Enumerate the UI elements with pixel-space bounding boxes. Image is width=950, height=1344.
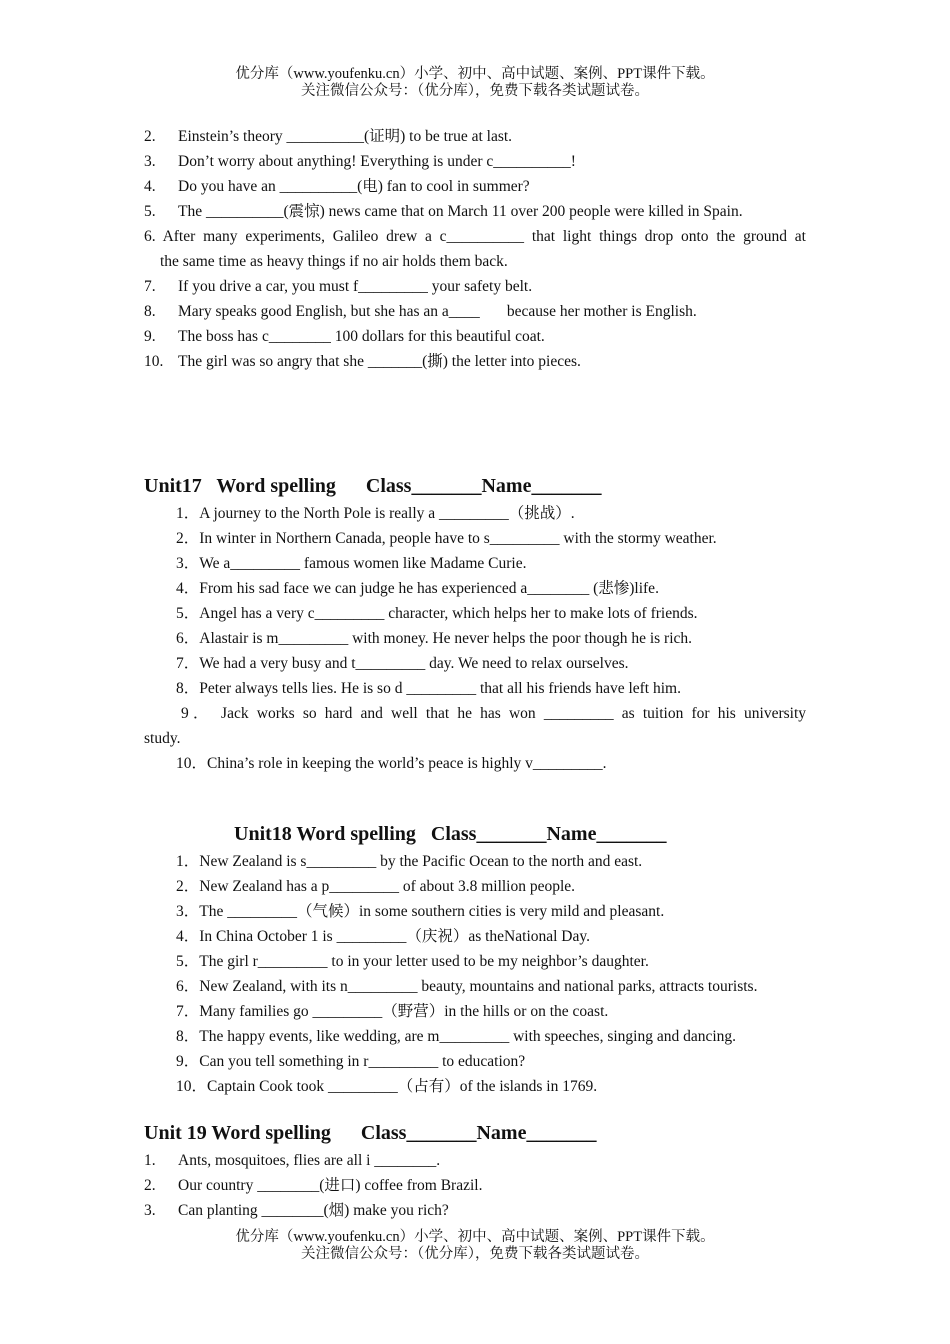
item-text: From his sad face we can judge he has experienced a________ (悲惨)life. — [199, 580, 659, 597]
item-text: The happy events, like wedding, are m_________ with speeches, singing and dancing. — [199, 1028, 737, 1045]
item-number: 10． — [176, 1078, 208, 1095]
list-item-continuation: study. — [144, 730, 181, 747]
list-item — [144, 874, 806, 899]
list-item — [144, 274, 806, 299]
list-item — [144, 601, 806, 626]
item-text: If you drive a car, you must f_________ your safety belt. — [178, 278, 533, 295]
list-item — [144, 526, 806, 551]
item-number: 9． — [176, 1053, 200, 1070]
unit17-section — [144, 471, 806, 776]
list-item — [144, 899, 806, 924]
item-text: We had a very busy and t_________ day. We need to relax ourselves. — [199, 655, 629, 672]
item-text: Don’t worry about anything! Everything is under c__________! — [178, 153, 576, 170]
item-text: A journey to the North Pole is really a _________（挑战）. — [199, 505, 575, 522]
list-item — [144, 324, 806, 349]
list-item — [144, 974, 806, 999]
header-line-2: 关注微信公众号：（优分库），免费下载各类试题试卷。 — [301, 83, 649, 99]
list-item — [144, 999, 806, 1024]
list-item — [144, 924, 806, 949]
item-text: Our country ________(进口) coffee from Brazil. — [178, 1177, 483, 1194]
unit19-section — [144, 1118, 806, 1223]
item-number: 1． — [176, 853, 200, 870]
item-number: 6． — [176, 630, 200, 647]
footer-line-1: 优分库（www.youfenku.cn）小学、初中、高中试题、案例、PPT课件下载。 — [235, 1229, 715, 1245]
item-text: In winter in Northern Canada, people have to s_________ with the stormy weather. — [199, 530, 717, 547]
section-title: Unit17 Word spelling Class_______Name_______ — [144, 475, 602, 497]
item-number: 5． — [176, 605, 200, 622]
item-text: Can planting ________(烟) make you rich? — [178, 1202, 449, 1219]
unit16-section — [144, 124, 806, 374]
item-text: In China October 1 is _________（庆祝）as theNational Day. — [199, 928, 590, 945]
header-line-1: 优分库（www.youfenku.cn）小学、初中、高中试题、案例、PPT课件下载。 — [235, 66, 715, 82]
item-number: 2． — [176, 878, 200, 895]
item-number: 3. — [144, 153, 156, 170]
list-item — [144, 651, 806, 676]
list-item — [144, 1049, 806, 1074]
list-item — [144, 751, 806, 776]
list-item — [144, 1173, 806, 1198]
item-number: 1. — [144, 1152, 156, 1169]
item-number: 7. — [144, 278, 156, 295]
item-number: 2． — [176, 530, 200, 547]
item-number: 1． — [176, 505, 200, 522]
item-number: 7． — [176, 1003, 200, 1020]
footer-line-2: 关注微信公众号：（优分库），免费下载各类试题试卷。 — [301, 1246, 649, 1262]
list-item — [144, 626, 806, 651]
list-item — [144, 701, 806, 726]
item-number: 4． — [176, 580, 200, 597]
list-item — [144, 676, 806, 701]
item-number: 8． — [176, 680, 200, 697]
item-text: New Zealand, with its n_________ beauty, mountains and national parks, attracts tourists. — [199, 978, 758, 995]
list-item — [144, 551, 806, 576]
list-item — [144, 124, 806, 149]
unit18-section — [144, 819, 806, 1099]
list-item — [144, 501, 806, 526]
item-number: 6. — [144, 228, 156, 245]
item-text: The girl r_________ to in your letter used to be my neighbor’s daughter. — [199, 953, 649, 970]
list-item — [144, 174, 806, 199]
item-text: China’s role in keeping the world’s peace is highly v_________. — [207, 755, 607, 772]
item-number: 8. — [144, 303, 156, 320]
item-number: 3. — [144, 1202, 156, 1219]
item-number: 9． — [181, 705, 213, 722]
item-number: 10. — [144, 353, 164, 370]
item-number: 8． — [176, 1028, 200, 1045]
page-footer — [0, 1229, 950, 1263]
list-item — [144, 949, 806, 974]
list-item — [144, 224, 806, 249]
list-item — [144, 849, 806, 874]
item-text: We a_________ famous women like Madame Curie. — [199, 555, 527, 572]
item-number: 5． — [176, 953, 200, 970]
list-item — [144, 349, 806, 374]
list-item — [144, 299, 806, 324]
item-number: 2. — [144, 128, 156, 145]
item-text: The boss has c________ 100 dollars for this beautiful coat. — [178, 328, 545, 345]
item-text: Alastair is m_________ with money. He never helps the poor though he is rich. — [199, 630, 693, 647]
item-text: After many experiments, Galileo drew a c__________ that light things drop onto the ground at — [162, 228, 806, 245]
item-text: The girl was so angry that she _______(撕) the letter into pieces. — [178, 353, 581, 370]
item-number: 4． — [176, 928, 200, 945]
item-text: Einstein’s theory __________(证明) to be true at last. — [178, 128, 513, 145]
list-item — [144, 1198, 806, 1223]
item-text: New Zealand has a p_________ of about 3.8 million people. — [199, 878, 576, 895]
list-item — [144, 1148, 806, 1173]
item-number: 2. — [144, 1177, 156, 1194]
list-item — [144, 1074, 806, 1099]
section-title: Unit18 Word spelling Class_______Name_______ — [234, 823, 667, 845]
item-text: New Zealand is s_________ by the Pacific Ocean to the north and east. — [199, 853, 643, 870]
item-text: Mary speaks good English, but she has an a____ because her mother is English. — [178, 303, 697, 320]
item-number: 6． — [176, 978, 200, 995]
item-text: Angel has a very c_________ character, which helps her to make lots of friends. — [199, 605, 698, 622]
item-text: Peter always tells lies. He is so d _________ that all his friends have left him. — [199, 680, 681, 697]
item-number: 7． — [176, 655, 200, 672]
list-item — [144, 576, 806, 601]
item-text: Captain Cook took _________（占有）of the islands in 1769. — [207, 1078, 598, 1095]
item-number: 3． — [176, 903, 200, 920]
item-text: Can you tell something in r_________ to education? — [199, 1053, 526, 1070]
page-header — [0, 66, 950, 100]
item-text: Jack works so hard and well that he has won _________ as tuition for his university — [221, 705, 806, 722]
list-item-continuation: the same time as heavy things if no air holds them back. — [160, 253, 508, 270]
item-text: Ants, mosquitoes, flies are all i ________. — [178, 1152, 441, 1169]
list-item — [144, 199, 806, 224]
item-text: The __________(震惊) news came that on March 11 over 200 people were killed in Spain. — [178, 203, 743, 220]
item-text: Many families go _________（野营）in the hills or on the coast. — [199, 1003, 609, 1020]
list-item — [144, 149, 806, 174]
item-text: Do you have an __________(电) fan to cool in summer? — [178, 178, 530, 195]
item-text: The _________（气候）in some southern cities is very mild and pleasant. — [199, 903, 665, 920]
item-number: 4. — [144, 178, 156, 195]
item-number: 10． — [176, 755, 208, 772]
list-item — [144, 1024, 806, 1049]
item-number: 5. — [144, 203, 156, 220]
section-title: Unit 19 Word spelling Class_______Name_______ — [144, 1122, 597, 1144]
item-number: 3． — [176, 555, 200, 572]
item-number: 9. — [144, 328, 156, 345]
